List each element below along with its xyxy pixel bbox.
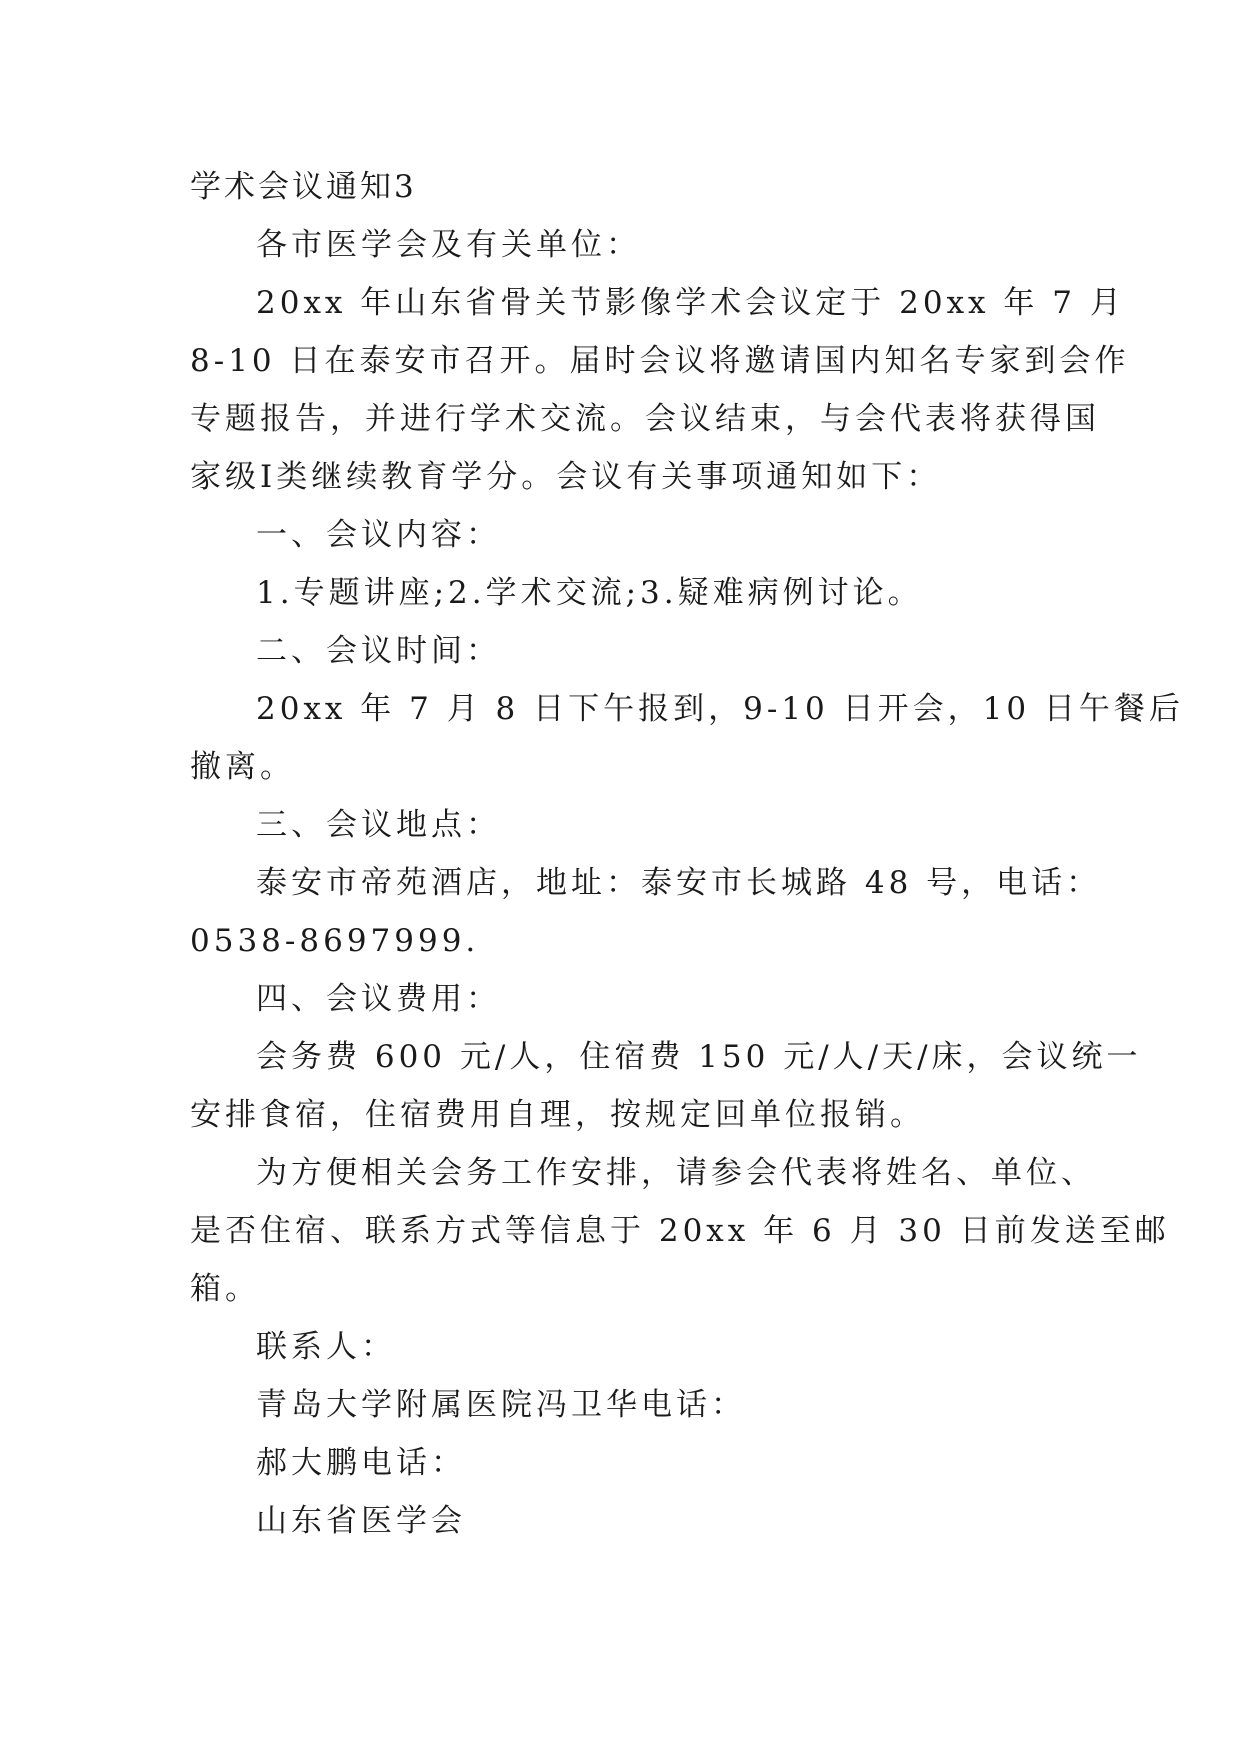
document-title: 学术会议通知3 [190,169,417,205]
intro-line-2: 8-10 日在泰安市召开。届时会议将邀请国内知名专家到会作 [190,343,1130,379]
registration-line-2: 是否住宿、联系方式等信息于 20xx 年 6 月 30 日前发送至邮 [190,1213,1170,1249]
section2-heading: 二、会议时间： [256,633,501,669]
section3-heading: 三、会议地点： [256,807,501,843]
section2-body-line-1: 20xx 年 7 月 8 日下午报到，9-10 日开会，10 日午餐后 [256,691,1184,727]
section4-body-line-1: 会务费 600 元/人，住宿费 150 元/人/天/床，会议统一 [256,1039,1142,1075]
section1-heading: 一、会议内容： [256,517,501,553]
section4-heading: 四、会议费用： [256,981,501,1017]
intro-line-3: 专题报告，并进行学术交流。会议结束，与会代表将获得国 [190,401,1100,437]
section4-body-line-2: 安排食宿，住宿费用自理，按规定回单位报销。 [190,1097,925,1133]
registration-line-1: 为方便相关会务工作安排，请参会代表将姓名、单位、 [256,1155,1096,1191]
section3-body-line-2: 0538-8697999. [190,923,480,959]
section1-body: 1.专题讲座;2.学术交流;3.疑难病例讨论。 [256,575,923,611]
section3-body-line-1: 泰安市帝苑酒店，地址：泰安市长城路 48 号，电话： [256,865,1102,901]
registration-line-3: 箱。 [190,1271,260,1307]
signature: 山东省医学会 [256,1503,466,1539]
section2-body-line-2: 撤离。 [190,749,295,785]
contact-1: 青岛大学附属医院冯卫华电话： [256,1387,746,1423]
contact-2: 郝大鹏电话： [256,1445,466,1481]
intro-line-1: 20xx 年山东省骨关节影像学术会议定于 20xx 年 7 月 [256,285,1125,321]
document-page [190,158,1184,1550]
intro-line-4: 家级Ⅰ类继续教育学分。会议有关事项通知如下： [190,459,942,495]
salutation: 各市医学会及有关单位： [256,227,641,263]
contact-heading: 联系人： [256,1329,396,1365]
